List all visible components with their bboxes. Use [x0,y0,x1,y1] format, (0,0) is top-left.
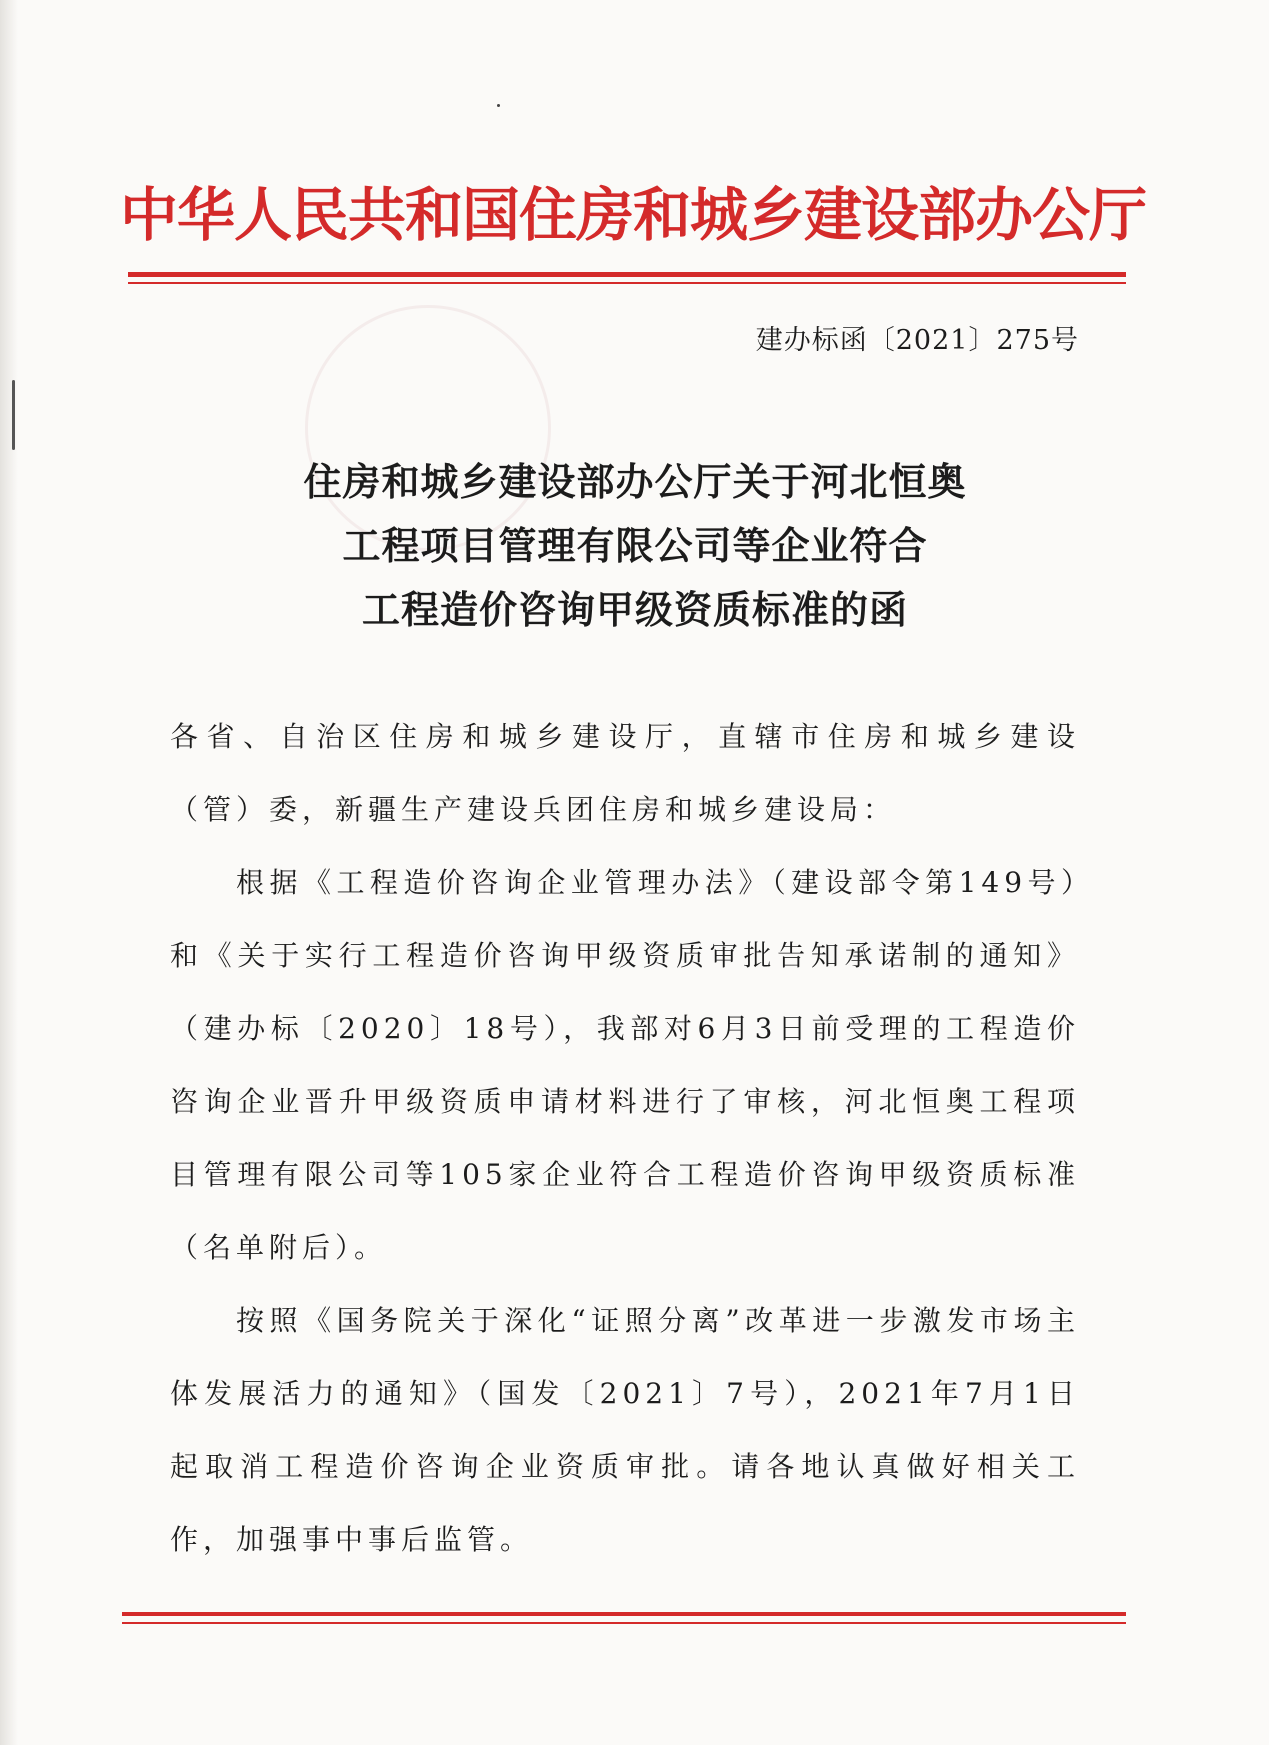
body-paragraph: 按照《国务院关于深化“证照分离”改革进一步激发市场主体发展活力的通知》（国发〔2021〕7号），2021年7月1日起取消工程造价咨询企业资质审批。请各地认真做好相关工作，加强事中事后监管。 [170,1304,1080,1556]
scan-dot [497,104,500,107]
footer-rule-thin [122,1622,1126,1624]
agency-masthead: 中华人民共和国住房和城乡建设部办公厅 [120,181,1147,249]
title-line: 工程造价咨询甲级资质标准的函 [361,588,908,632]
title-line: 工程项目管理有限公司等企业符合 [342,524,928,568]
document-title [160,450,1110,642]
title-line: 住房和城乡建设部办公厅关于河北恒奥 [303,460,967,504]
binding-mark [12,380,15,450]
body-paragraph: 根据《工程造价咨询企业管理办法》（建设部令第149号）和《关于实行工程造价咨询甲级资质审批告知承诺制的通知》（建办标〔2020〕18号），我部对6月3日前受理的工程造价咨询企业晋升甲级资质申请材料进行了审核，河北恒奥工程项目管理有限公司等105家企业符合工程造价咨询甲级资质标准（名单附后）。 [170,866,1080,1264]
footer-rule-thick [122,1612,1126,1616]
document-body [170,700,1080,1576]
masthead-rule-thick [128,272,1126,277]
page-edge-shadow [0,0,18,1745]
document-number: 建办标函〔2021〕275号 [755,325,1079,356]
masthead-rule-thin [128,282,1126,284]
salutation: 各省、自治区住房和城乡建设厅，直辖市住房和城乡建设（管）委，新疆生产建设兵团住房和城乡建设局： [170,720,1080,826]
